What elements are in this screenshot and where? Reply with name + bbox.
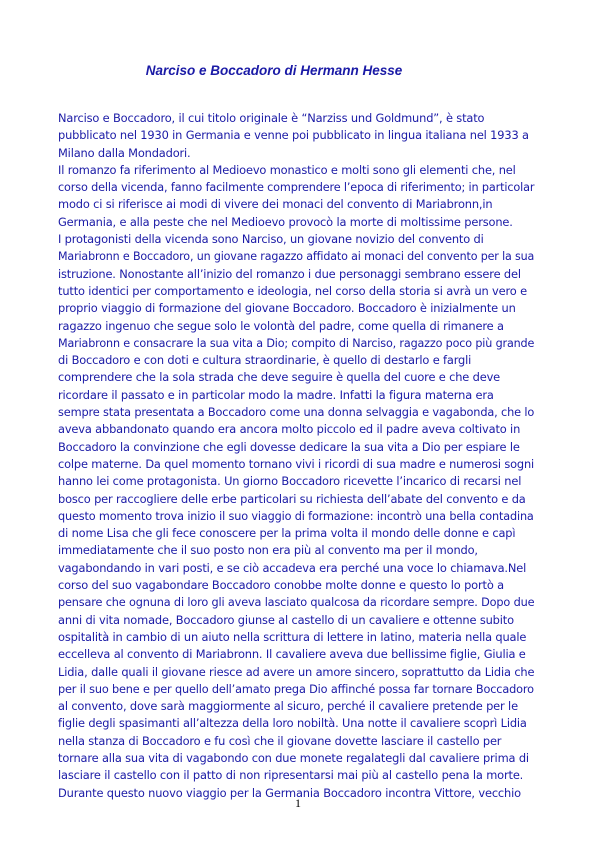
body-text-line: Mariabronn e Boccadoro, un giovane ragazzo affidato ai monaci del convento per la sua <box>58 249 535 264</box>
document-body <box>58 110 535 802</box>
body-text-line: tutto identici per comportamento e ideologia, nel corso della storia si avrà un vero e <box>58 283 527 298</box>
body-text-line: colpe materne. Da quel momento tornano vivi i ricordi di sua madre e numerosi sogni <box>58 456 535 471</box>
body-text-line: corso del suo vagabondare Boccadoro conobbe molte donne e questo lo portò a <box>58 578 504 593</box>
body-text-line: corso della vicenda, fanno facilmente comprendere l’epoca di riferimento; in particolar <box>58 180 535 195</box>
body-text-line: eccelleva al convento di Mariabronn. Il cavaliere aveva due bellissime figlie, Giulia e <box>58 647 526 662</box>
body-text-line: di Boccadoro e con doti e cultura straordinarie, è quello di destarlo e fargli <box>58 353 472 368</box>
body-text-line: tornare alla sua vita di vagabondo con due monete regalategli dal cavaliere prima di <box>58 750 529 765</box>
body-text-line: comprendere che la sola strada che deve seguire è quella del cuore e che deve <box>58 370 501 385</box>
body-text-line: I protagonisti della vicenda sono Narciso, un giovane novizio del convento di <box>58 232 484 247</box>
body-text-line: pubblicato nel 1930 in Germania e venne poi pubblicato in lingua italiana nel 1933 a <box>58 128 529 143</box>
body-text-line: per il suo bene e per quello dell’amato prega Dio affinché possa far tornare Boccadoro <box>58 681 534 696</box>
body-text-line: Narciso e Boccadoro, il cui titolo originale è “Narziss und Goldmund”, è stato <box>58 111 485 125</box>
body-text-line: pensare che ognuna di loro gli aveva lasciato qualcosa da ricordare sempre. Dopo due <box>58 595 535 610</box>
body-text-line: Lidia, dalle quali il giovane riesce ad avere un amore sincero, soprattutto da Lidia che <box>58 664 535 679</box>
body-text-line: Mariabronn e consacrare la sua vita a Dio; compito di Narciso, ragazzo poco più grande <box>58 335 535 350</box>
body-text-line: ricordare il passato e in particolar modo la madre. Infatti la figura materna era <box>58 387 494 402</box>
body-text-line: questo momento trova inizio il suo viaggio di formazione: incontrò una bella contadina <box>58 508 534 523</box>
body-text-line: anni di vita nomade, Boccadoro giunse al castello di un cavaliere e ottenne subito <box>58 612 514 627</box>
document-title-text: Narciso e Boccadoro di Hermann Hesse <box>145 63 403 78</box>
body-text-line: vagabondando in vari posti, e se ciò accadeva era perché una voce lo chiamava.Nel <box>58 560 527 575</box>
body-text-line: di nome Lisa che gli fece conoscere per la prima volta il mondo delle donne e capì <box>58 526 516 541</box>
body-text-line: aveva abbandonato quando era ancora molto piccolo ed il padre aveva coltivato in <box>58 422 521 437</box>
body-text-line: Durante questo nuovo viaggio per la Germania Boccadoro incontra Vittore, vecchio <box>58 785 521 800</box>
body-text-line: Boccadoro la convinzione che egli dovesse dedicare la sua vita a Dio per espiare le <box>58 439 520 454</box>
body-text-line: Il romanzo fa riferimento al Medioevo monastico e molti sono gli elementi che, nel <box>58 162 516 177</box>
document-title <box>0 63 596 78</box>
body-text-line: figlie degli spasimanti all’altezza della loro nobiltà. Una notte il cavaliere scoprì Lidia <box>58 716 527 731</box>
body-text-line: Germania, e alla peste che nel Medioevo provocò la morte di moltissime persone. <box>58 214 513 229</box>
body-text-line: sempre stata presentata a Boccadoro come una donna selvaggia e vagabonda, che lo <box>58 405 535 420</box>
body-text-line: lasciare il castello con il patto di non ripresentarsi mai più al castello pena la morte. <box>58 768 524 783</box>
body-text-line: istruzione. Nonostante all’inizio del romanzo i due personaggi sembrano essere del <box>58 266 521 281</box>
body-text-line: proprio viaggio di formazione del giovane Boccadoro. Boccadoro è inizialmente un <box>58 301 516 316</box>
body-text-line: al convento, dove sarà maggiormente al sicuro, perché il cavaliere pretende per le <box>58 699 518 714</box>
body-text-line: Milano dalla Mondadori. <box>58 145 191 160</box>
body-text-line: bosco per raccogliere delle erbe particolari su richiesta dell’abate del convento e da <box>58 491 526 506</box>
body-text-line: nella stanza di Boccadoro e fu così che il giovane dovette lasciare il castello per <box>58 733 502 748</box>
body-text-line: ospitalità in cambio di un aiuto nella scrittura di lettere in latino, materia nella quale <box>58 629 527 644</box>
page-number: 1 <box>295 796 301 810</box>
body-text-line: modo ci si riferisce ai modi di vivere dei monaci del convento di Mariabronn,in <box>58 197 493 212</box>
body-text-line: hanno lei come protagonista. Un giorno Boccadoro ricevette l’incarico di recarsi nel <box>58 474 522 489</box>
body-text-line: ragazzo ingenuo che segue solo le volontà del padre, come quella di rimanere a <box>58 318 504 333</box>
body-text-line: immediatamente che il suo posto non era più al convento ma per il mondo, <box>58 543 478 558</box>
